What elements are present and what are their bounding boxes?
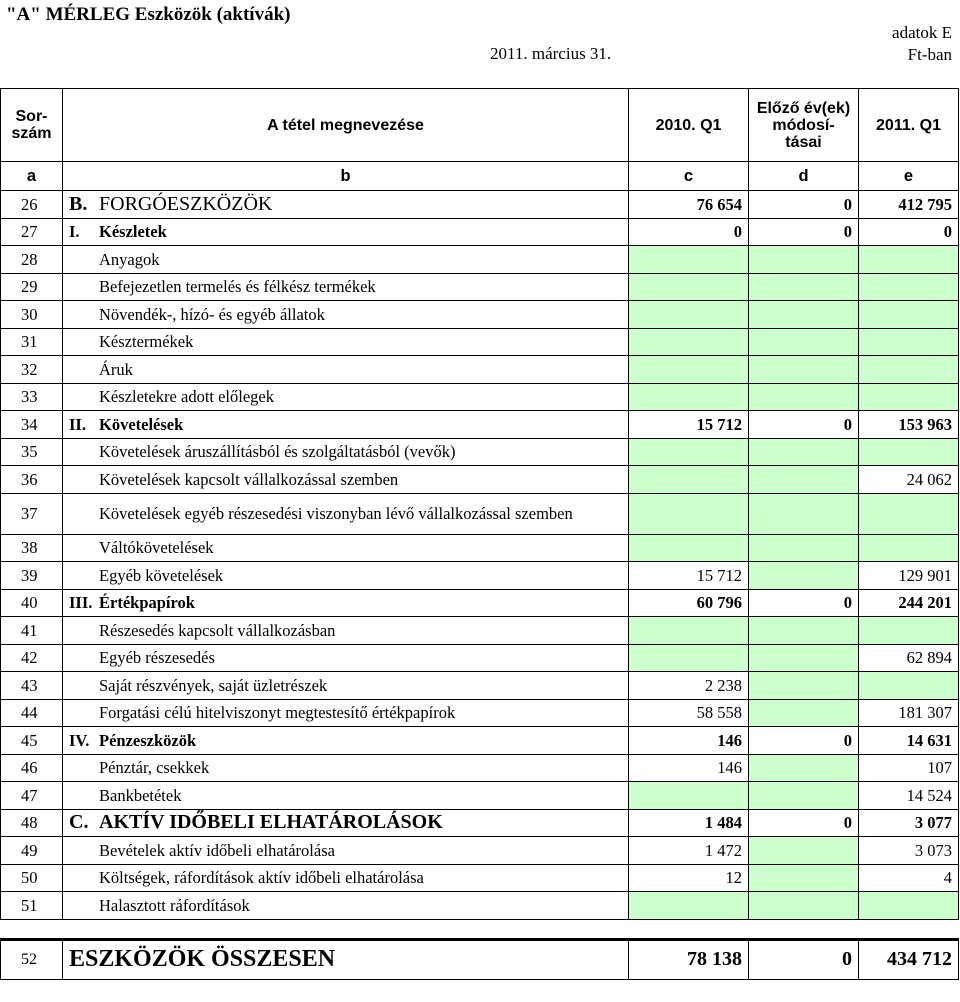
row-value-d: 0 bbox=[749, 727, 859, 755]
row-value-d[interactable] bbox=[749, 466, 859, 494]
row-value-e: 0 bbox=[859, 218, 959, 246]
row-value-c: 15 712 bbox=[629, 562, 749, 590]
table-row bbox=[1, 782, 959, 810]
row-value-c[interactable] bbox=[629, 246, 749, 274]
row-value-d: 0 bbox=[749, 411, 859, 439]
row-name-cell bbox=[63, 438, 629, 466]
row-name: Részesedés kapcsolt vállalkozásban bbox=[99, 620, 336, 640]
balance-sheet-table bbox=[0, 88, 959, 980]
spacer-cell bbox=[629, 919, 749, 939]
table-row bbox=[1, 617, 959, 645]
row-name: Követelések egyéb részesedési viszonyban lévő vállalkozással szemben bbox=[99, 504, 573, 523]
row-value-c: 1 472 bbox=[629, 837, 749, 865]
row-value-d: 0 bbox=[749, 218, 859, 246]
unit-line-2: Ft-ban bbox=[907, 45, 952, 64]
row-number: 30 bbox=[1, 301, 63, 329]
row-name-cell bbox=[63, 301, 629, 329]
row-value-e: 14 631 bbox=[859, 727, 959, 755]
row-number: 28 bbox=[1, 246, 63, 274]
row-value-e: 62 894 bbox=[859, 644, 959, 672]
row-number: 36 bbox=[1, 466, 63, 494]
row-name-cell bbox=[63, 699, 629, 727]
row-name-cell bbox=[63, 383, 629, 411]
row-name-cell bbox=[63, 246, 629, 274]
row-name: Készletekre adott előlegek bbox=[99, 387, 274, 407]
row-name: Váltókövetelések bbox=[99, 538, 214, 558]
row-value-e[interactable] bbox=[859, 534, 959, 562]
row-value-d[interactable] bbox=[749, 356, 859, 384]
row-value-c[interactable] bbox=[629, 356, 749, 384]
row-name: Befejezetlen termelés és félkész termékek bbox=[99, 277, 376, 297]
row-number: 48 bbox=[1, 809, 63, 837]
row-value-c: 146 bbox=[629, 727, 749, 755]
row-value-e: 3 077 bbox=[859, 809, 959, 837]
row-value-e[interactable] bbox=[859, 383, 959, 411]
table-row bbox=[1, 438, 959, 466]
row-value-d[interactable] bbox=[749, 438, 859, 466]
row-name: Késztermékek bbox=[99, 332, 194, 352]
spacer-row bbox=[1, 919, 959, 939]
row-value-e: 129 901 bbox=[859, 562, 959, 590]
row-name: AKTÍV IDŐBELI ELHATÁROLÁSOK bbox=[99, 811, 443, 834]
table-row bbox=[1, 411, 959, 439]
row-number: 34 bbox=[1, 411, 63, 439]
row-value-e: 4 bbox=[859, 864, 959, 892]
row-name: Készletek bbox=[99, 222, 167, 242]
row-name-cell bbox=[63, 672, 629, 700]
row-value-e: 244 201 bbox=[859, 589, 959, 617]
spacer-cell bbox=[1, 919, 63, 939]
row-value-d[interactable] bbox=[749, 383, 859, 411]
table-row bbox=[1, 864, 959, 892]
total-value-c: 78 138 bbox=[629, 939, 749, 979]
row-number: 27 bbox=[1, 218, 63, 246]
col-header-c: 2010. Q1 bbox=[629, 89, 749, 162]
table-row bbox=[1, 672, 959, 700]
row-name-cell bbox=[63, 727, 629, 755]
row-name: Bankbetétek bbox=[99, 785, 182, 805]
table-row bbox=[1, 562, 959, 590]
row-prefix: IV. bbox=[69, 730, 90, 750]
table-row bbox=[1, 328, 959, 356]
row-value-d[interactable] bbox=[749, 699, 859, 727]
row-number: 43 bbox=[1, 672, 63, 700]
table-row bbox=[1, 383, 959, 411]
row-name: Egyéb részesedés bbox=[99, 648, 215, 668]
row-number: 41 bbox=[1, 617, 63, 645]
row-value-e: 24 062 bbox=[859, 466, 959, 494]
row-name-cell bbox=[63, 493, 629, 534]
row-value-c[interactable] bbox=[629, 782, 749, 810]
row-number: 44 bbox=[1, 699, 63, 727]
row-value-e: 412 795 bbox=[859, 191, 959, 219]
row-value-c: 0 bbox=[629, 218, 749, 246]
row-number: 47 bbox=[1, 782, 63, 810]
row-name: Halasztott ráfordítások bbox=[99, 895, 250, 915]
row-value-e[interactable] bbox=[859, 672, 959, 700]
row-value-e[interactable] bbox=[859, 356, 959, 384]
row-prefix: B. bbox=[69, 192, 88, 215]
unit-note bbox=[892, 22, 952, 66]
row-value-d[interactable] bbox=[749, 892, 859, 920]
col-header-sorszam: Sor- szám bbox=[1, 89, 63, 162]
row-value-e[interactable] bbox=[859, 438, 959, 466]
row-value-c[interactable] bbox=[629, 644, 749, 672]
row-number: 32 bbox=[1, 356, 63, 384]
row-value-d[interactable] bbox=[749, 864, 859, 892]
row-value-c: 146 bbox=[629, 754, 749, 782]
row-value-d[interactable] bbox=[749, 534, 859, 562]
row-value-c: 58 558 bbox=[629, 699, 749, 727]
row-value-c[interactable] bbox=[629, 534, 749, 562]
row-number: 40 bbox=[1, 589, 63, 617]
row-value-c[interactable] bbox=[629, 892, 749, 920]
row-value-c: 76 654 bbox=[629, 191, 749, 219]
col-letter-e: e bbox=[859, 162, 959, 191]
spacer-cell bbox=[859, 919, 959, 939]
row-prefix: C. bbox=[69, 811, 89, 834]
row-number: 46 bbox=[1, 754, 63, 782]
col-letter-b: b bbox=[63, 162, 629, 191]
row-value-c: 15 712 bbox=[629, 411, 749, 439]
row-number: 35 bbox=[1, 438, 63, 466]
row-value-d[interactable] bbox=[749, 246, 859, 274]
row-name: Bevételek aktív időbeli elhatárolása bbox=[99, 840, 335, 860]
row-number: 49 bbox=[1, 837, 63, 865]
row-value-c[interactable] bbox=[629, 617, 749, 645]
row-name-cell bbox=[63, 191, 629, 219]
row-number: 42 bbox=[1, 644, 63, 672]
row-value-e: 153 963 bbox=[859, 411, 959, 439]
table-row bbox=[1, 699, 959, 727]
row-value-c[interactable] bbox=[629, 383, 749, 411]
row-value-e[interactable] bbox=[859, 273, 959, 301]
row-value-e[interactable] bbox=[859, 328, 959, 356]
row-name-cell bbox=[63, 534, 629, 562]
row-value-e: 181 307 bbox=[859, 699, 959, 727]
table-header-row bbox=[1, 89, 959, 162]
table-row bbox=[1, 589, 959, 617]
table-row bbox=[1, 493, 959, 534]
row-value-c[interactable] bbox=[629, 466, 749, 494]
row-value-d[interactable] bbox=[749, 328, 859, 356]
row-value-e[interactable] bbox=[859, 493, 959, 534]
total-value-d: 0 bbox=[749, 939, 859, 979]
row-value-c[interactable] bbox=[629, 328, 749, 356]
col-header-d: Előző év(ek) módosí-tásai bbox=[749, 89, 859, 162]
row-value-c: 60 796 bbox=[629, 589, 749, 617]
row-name: FORGÓESZKÖZÖK bbox=[99, 192, 273, 215]
row-value-e[interactable] bbox=[859, 892, 959, 920]
row-name: Pénzeszközök bbox=[99, 730, 197, 750]
row-value-e[interactable] bbox=[859, 617, 959, 645]
row-name-cell bbox=[63, 356, 629, 384]
row-name: Követelések kapcsolt vállalkozással szemben bbox=[99, 469, 399, 489]
table-row bbox=[1, 809, 959, 837]
table-row bbox=[1, 892, 959, 920]
row-number: 29 bbox=[1, 273, 63, 301]
row-value-d: 0 bbox=[749, 191, 859, 219]
total-row bbox=[1, 939, 959, 979]
row-value-d[interactable] bbox=[749, 754, 859, 782]
col-letter-c: c bbox=[629, 162, 749, 191]
table-row bbox=[1, 466, 959, 494]
row-name-cell bbox=[63, 892, 629, 920]
row-name-cell bbox=[63, 218, 629, 246]
row-value-c: 12 bbox=[629, 864, 749, 892]
row-name: Követelések áruszállításból és szolgáltatásból (vevők) bbox=[99, 442, 456, 462]
row-number: 45 bbox=[1, 727, 63, 755]
row-name-cell bbox=[63, 782, 629, 810]
row-number: 38 bbox=[1, 534, 63, 562]
row-number: 31 bbox=[1, 328, 63, 356]
row-name-cell bbox=[63, 617, 629, 645]
row-prefix: III. bbox=[69, 593, 93, 613]
table-row bbox=[1, 837, 959, 865]
report-date: 2011. március 31. bbox=[490, 44, 612, 63]
row-value-d[interactable] bbox=[749, 672, 859, 700]
row-prefix: I. bbox=[69, 222, 80, 242]
row-value-d[interactable] bbox=[749, 273, 859, 301]
row-value-d[interactable] bbox=[749, 782, 859, 810]
row-name: Áruk bbox=[99, 359, 133, 379]
row-value-e: 107 bbox=[859, 754, 959, 782]
spacer-cell bbox=[749, 919, 859, 939]
row-value-d[interactable] bbox=[749, 301, 859, 329]
row-value-c[interactable] bbox=[629, 438, 749, 466]
row-number: 50 bbox=[1, 864, 63, 892]
row-name-cell bbox=[63, 809, 629, 837]
row-name: Növendék-, hízó- és egyéb állatok bbox=[99, 304, 325, 324]
table-row bbox=[1, 644, 959, 672]
row-value-c[interactable] bbox=[629, 301, 749, 329]
row-value-d[interactable] bbox=[749, 493, 859, 534]
row-value-e: 3 073 bbox=[859, 837, 959, 865]
row-name-cell bbox=[63, 328, 629, 356]
row-value-e: 14 524 bbox=[859, 782, 959, 810]
row-value-c[interactable] bbox=[629, 493, 749, 534]
row-number: 26 bbox=[1, 191, 63, 219]
row-name-cell bbox=[63, 273, 629, 301]
row-value-e[interactable] bbox=[859, 301, 959, 329]
spacer-cell bbox=[63, 919, 629, 939]
row-name: Pénztár, csekkek bbox=[99, 758, 210, 778]
row-number: 51 bbox=[1, 892, 63, 920]
row-name: Egyéb követelések bbox=[99, 565, 224, 585]
table-row bbox=[1, 218, 959, 246]
row-value-d[interactable] bbox=[749, 837, 859, 865]
row-prefix: II. bbox=[69, 414, 86, 434]
col-letter-a: a bbox=[1, 162, 63, 191]
row-name-cell bbox=[63, 411, 629, 439]
column-letter-row bbox=[1, 162, 959, 191]
unit-line-1: adatok E bbox=[892, 23, 952, 42]
table-row bbox=[1, 727, 959, 755]
row-value-d: 0 bbox=[749, 809, 859, 837]
row-name-cell bbox=[63, 589, 629, 617]
row-value-c: 1 484 bbox=[629, 809, 749, 837]
table-row bbox=[1, 754, 959, 782]
page-title: "A" MÉRLEG Eszközök (aktívák) bbox=[6, 4, 291, 25]
table-row bbox=[1, 273, 959, 301]
total-number: 52 bbox=[1, 939, 63, 979]
table-row bbox=[1, 246, 959, 274]
row-name-cell bbox=[63, 466, 629, 494]
row-name: Követelések bbox=[99, 414, 184, 434]
row-name: Anyagok bbox=[99, 249, 160, 269]
row-name-cell bbox=[63, 754, 629, 782]
row-name-cell bbox=[63, 562, 629, 590]
row-number: 39 bbox=[1, 562, 63, 590]
row-value-d[interactable] bbox=[749, 562, 859, 590]
row-name: Forgatási célú hitelviszonyt megtestesítő értékpapírok bbox=[99, 703, 456, 723]
row-name-cell bbox=[63, 864, 629, 892]
col-letter-d: d bbox=[749, 162, 859, 191]
total-name: ESZKÖZÖK ÖSSZESEN bbox=[63, 939, 629, 979]
row-value-c[interactable] bbox=[629, 273, 749, 301]
row-name: Értékpapírok bbox=[99, 593, 195, 613]
row-value-d: 0 bbox=[749, 589, 859, 617]
row-value-d[interactable] bbox=[749, 617, 859, 645]
col-header-name: A tétel megnevezése bbox=[63, 89, 629, 162]
row-name-cell bbox=[63, 644, 629, 672]
col-header-e: 2011. Q1 bbox=[859, 89, 959, 162]
table-row bbox=[1, 191, 959, 219]
row-value-d[interactable] bbox=[749, 644, 859, 672]
row-name: Saját részvények, saját üzletrészek bbox=[99, 675, 328, 695]
table-row bbox=[1, 534, 959, 562]
row-number: 37 bbox=[1, 493, 63, 534]
row-number: 33 bbox=[1, 383, 63, 411]
row-value-e[interactable] bbox=[859, 246, 959, 274]
table-row bbox=[1, 301, 959, 329]
row-name: Költségek, ráfordítások aktív időbeli elhatárolása bbox=[99, 868, 424, 888]
total-value-e: 434 712 bbox=[859, 939, 959, 979]
table-row bbox=[1, 356, 959, 384]
row-name-cell bbox=[63, 837, 629, 865]
row-value-c: 2 238 bbox=[629, 672, 749, 700]
